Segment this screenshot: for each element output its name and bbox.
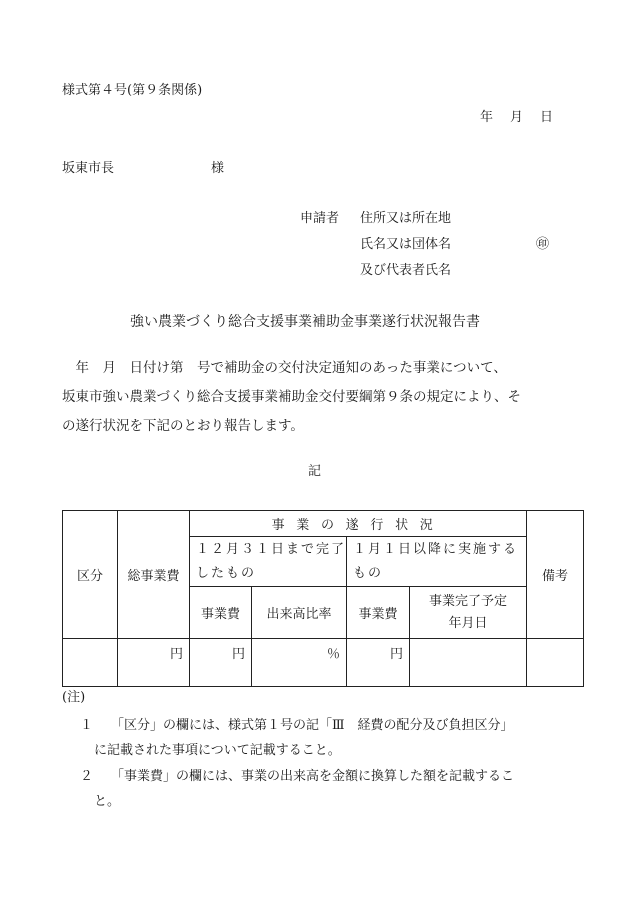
category-header: 区分: [63, 511, 118, 639]
plan-date-line: 事業完了予定: [429, 593, 508, 609]
representative-label: 及び代表者氏名: [360, 263, 452, 278]
cost-cell: 円: [190, 639, 252, 687]
cost2-header: 事業費: [347, 587, 410, 639]
note-line: に記載された事項について記載すること。: [94, 743, 341, 758]
future-header: [347, 537, 527, 587]
total-cost-header: 総事業費: [118, 511, 190, 639]
remarks-header: 備考: [527, 511, 584, 639]
note-line: 「事業費」の欄には、事業の出来高を金額に換算した額を記載するこ: [111, 769, 515, 784]
report-table: [62, 510, 584, 687]
rate-cell: ％: [252, 639, 347, 687]
body-line: 年 月 日付け第 号で補助金の交付決定通知のあった事業について、: [62, 360, 507, 376]
seal-mark: ㊞: [536, 237, 550, 252]
rate-header: 出来高比率: [252, 587, 347, 639]
plan-date-cell: [410, 639, 527, 687]
completed-header-line: したもの: [196, 565, 257, 581]
cost-header: 事業費: [190, 587, 252, 639]
plan-date-header: [410, 587, 527, 639]
form-number: 様式第４号(第９条関係): [62, 83, 203, 98]
remarks-cell: [527, 639, 584, 687]
body-line: 坂東市強い農業づくり総合支援事業補助金交付要綱第９条の規定により、そ: [62, 389, 521, 405]
completed-header: [190, 537, 347, 587]
total-cost-cell: 円: [118, 639, 190, 687]
note-number: ２: [80, 769, 94, 784]
ki-heading: 記: [308, 464, 322, 479]
addressee: 坂東市長: [62, 161, 115, 176]
applicant-label: 申請者: [300, 211, 340, 226]
progress-header: 事業の遂行状況: [190, 511, 527, 537]
note-line: 「区分」の欄には、様式第１号の記「Ⅲ 経費の配分及び負担区分」: [111, 718, 514, 733]
completed-header-line: １２月３１日まで完了: [196, 541, 347, 557]
addressee-suffix: 様: [211, 161, 225, 176]
category-cell: [63, 639, 118, 687]
address-label: 住所又は所在地: [360, 211, 452, 226]
future-header-line: もの: [353, 565, 384, 581]
document-title: 強い農業づくり総合支援事業補助金事業遂行状況報告書: [130, 314, 480, 330]
body-line: の遂行状況を下記のとおり報告します。: [62, 418, 304, 434]
name-label: 氏名又は団体名: [360, 237, 452, 252]
date-line: 年 月 日: [480, 110, 556, 125]
future-header-line: １月１日以降に実施する: [353, 541, 519, 557]
cost2-cell: 円: [347, 639, 410, 687]
body-paragraph: [62, 354, 570, 441]
note-number: １: [80, 718, 94, 733]
note-line: と。: [94, 794, 121, 809]
notes-label: (注): [62, 690, 86, 705]
plan-date-line: 年月日: [448, 615, 488, 631]
